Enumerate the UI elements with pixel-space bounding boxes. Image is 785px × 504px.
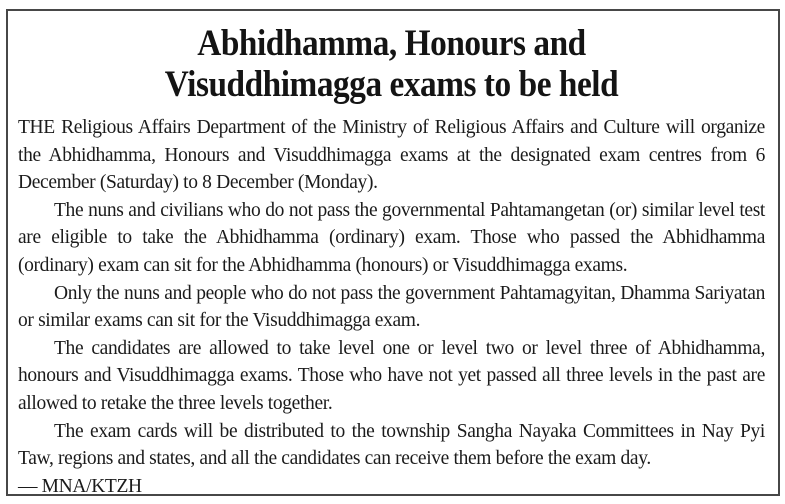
paragraph-exam-cards: The exam cards will be distributed to the township Sangha Nayaka Committees in Nay Pyi Taw, regions and states, and all the candidates can receive them before the exam day. — [18, 420, 765, 470]
title-line-1: Abhidhamma, Honours and — [197, 23, 586, 64]
article-frame — [6, 9, 780, 496]
paragraph-intro: THE Religious Affairs Department of the Ministry of Religious Affairs and Culture will organize the Abhidhamma, Honours and Visuddhimagga exams at the designated exam centres from 6 December (Saturday) to 8 December (Monday). — [18, 117, 765, 194]
title-line-2: Visuddhimagga exams to be held — [164, 64, 619, 105]
article-title — [55, 23, 727, 105]
byline: — MNA/KTZH — [18, 475, 142, 496]
paragraph-visuddhimagga-eligibility: Only the nuns and people who do not pass the government Pahtamagyitan, Dhamma Sariyatan or similar exams can sit for the Visuddhimagga exam. — [18, 282, 765, 332]
article-body — [18, 114, 765, 496]
paragraph-eligibility: The nuns and civilians who do not pass the governmental Pahtamangetan (or) similar level test are eligible to take the Abhidhamma (ordinary) exam. Those who passed the Abhidhamma (ordinary) exam can sit for the Abhidhamma (honours) or Visuddhimagga exams. — [18, 199, 765, 276]
paragraph-levels: The candidates are allowed to take level one or level two or level three of Abhidhamma, honours and Visuddhimagga exams. Those who have not yet passed all three levels in the past are allowed to retake the three levels together. — [18, 337, 765, 414]
